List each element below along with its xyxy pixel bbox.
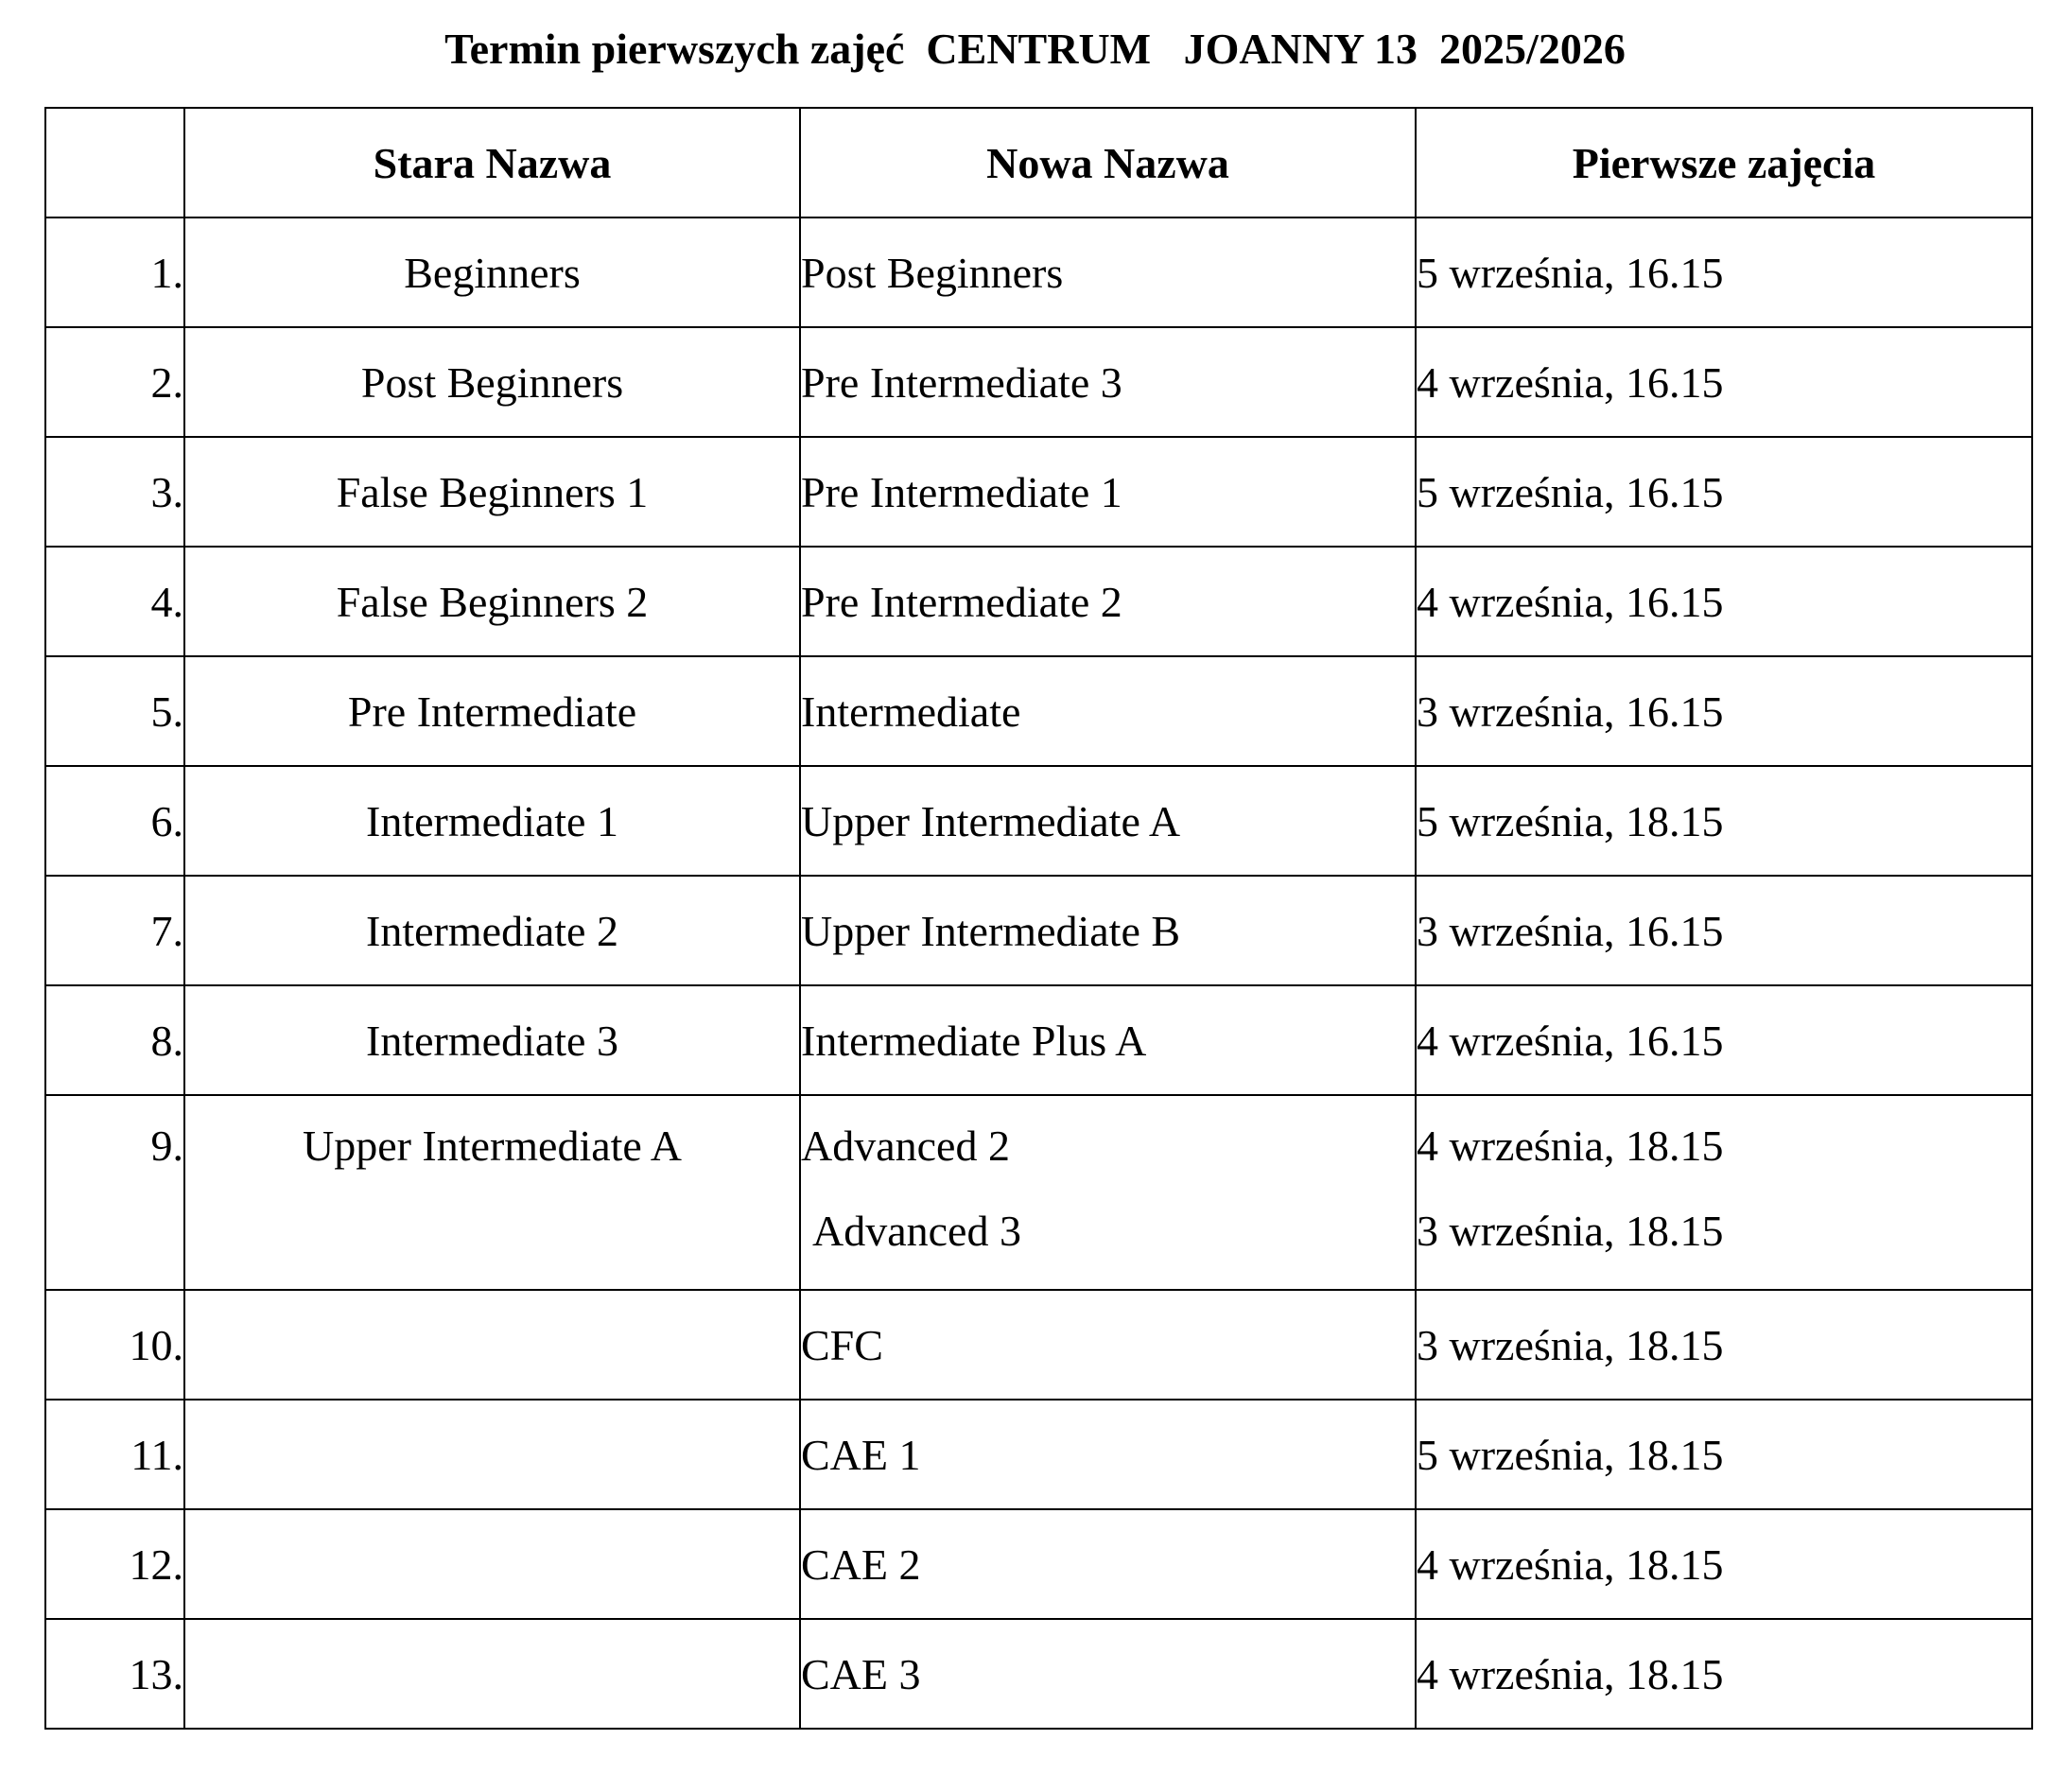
- row-number-text: 9.: [150, 1122, 183, 1170]
- table-row: [45, 327, 2032, 437]
- table-row: [45, 547, 2032, 656]
- old-name-cell: [184, 1290, 800, 1400]
- table-row: [45, 1509, 2032, 1619]
- table-row: [45, 1400, 2032, 1509]
- row-number: 3.: [45, 437, 184, 547]
- new-name-cell: Pre Intermediate 1: [800, 437, 1416, 547]
- row-number: 7.: [45, 876, 184, 985]
- first-class-cell: 4 września, 16.15: [1416, 985, 2032, 1095]
- old-name-cell: [184, 1509, 800, 1619]
- row-number: 11.: [45, 1400, 184, 1509]
- old-name-cell: Post Beginners: [184, 327, 800, 437]
- new-name-cell: Upper Intermediate B: [800, 876, 1416, 985]
- row-number: 8.: [45, 985, 184, 1095]
- new-name-cell: CAE 3: [800, 1619, 1416, 1729]
- first-class-text-2: 3 września, 18.15: [1417, 1207, 1724, 1255]
- first-class-cell: 3 września, 16.15: [1416, 656, 2032, 766]
- old-name-cell: False Beginners 2: [184, 547, 800, 656]
- old-name-cell: Intermediate 1: [184, 766, 800, 876]
- new-name-cell: Intermediate Plus A: [800, 985, 1416, 1095]
- old-name-cell: [184, 1400, 800, 1509]
- old-name-cell: [184, 1619, 800, 1729]
- new-name-text: Advanced 2: [801, 1122, 1010, 1170]
- new-name-cell: Post Beginners: [800, 217, 1416, 327]
- first-class-cell: 5 września, 16.15: [1416, 217, 2032, 327]
- header-number: [45, 108, 184, 217]
- header-new-name: Nowa Nazwa: [800, 108, 1416, 217]
- new-name-cell: Pre Intermediate 2: [800, 547, 1416, 656]
- old-name-cell: Intermediate 2: [184, 876, 800, 985]
- new-name-cell: CAE 1: [800, 1400, 1416, 1509]
- old-name-cell: [184, 1095, 800, 1290]
- header-old-name: Stara Nazwa: [184, 108, 800, 217]
- new-name-cell: Upper Intermediate A: [800, 766, 1416, 876]
- first-class-cell: 4 września, 18.15: [1416, 1619, 2032, 1729]
- page-title: Termin pierwszych zajęć CENTRUM JOANNY 13 2025/2026: [444, 25, 1626, 73]
- row-number: [45, 1095, 184, 1290]
- table-row: [45, 1095, 2032, 1290]
- table-row: [45, 217, 2032, 327]
- first-class-cell: 4 września, 18.15: [1416, 1509, 2032, 1619]
- first-class-cell: 3 września, 18.15: [1416, 1290, 2032, 1400]
- row-number: 13.: [45, 1619, 184, 1729]
- first-class-cell: 4 września, 16.15: [1416, 327, 2032, 437]
- schedule-table: [44, 107, 2033, 1730]
- row-number: 10.: [45, 1290, 184, 1400]
- table-row: [45, 656, 2032, 766]
- new-name-cell: [800, 1095, 1416, 1290]
- first-class-text: 4 września, 18.15: [1417, 1122, 1724, 1170]
- new-name-cell: CFC: [800, 1290, 1416, 1400]
- new-name-cell: Intermediate: [800, 656, 1416, 766]
- first-class-cell: 5 września, 18.15: [1416, 766, 2032, 876]
- old-name-text: Upper Intermediate A: [302, 1122, 683, 1170]
- row-number: 1.: [45, 217, 184, 327]
- table-row: [45, 876, 2032, 985]
- table-row: [45, 766, 2032, 876]
- table-row: [45, 985, 2032, 1095]
- old-name-cell: Pre Intermediate: [184, 656, 800, 766]
- row-number: 4.: [45, 547, 184, 656]
- row-number: 2.: [45, 327, 184, 437]
- new-name-cell: Pre Intermediate 3: [800, 327, 1416, 437]
- new-name-cell: CAE 2: [800, 1509, 1416, 1619]
- old-name-cell: Intermediate 3: [184, 985, 800, 1095]
- first-class-cell: 3 września, 16.15: [1416, 876, 2032, 985]
- old-name-cell: False Beginners 1: [184, 437, 800, 547]
- old-name-cell: Beginners: [184, 217, 800, 327]
- row-number: 6.: [45, 766, 184, 876]
- table-row: [45, 1619, 2032, 1729]
- first-class-cell: [1416, 1095, 2032, 1290]
- first-class-cell: 4 września, 16.15: [1416, 547, 2032, 656]
- first-class-cell: 5 września, 16.15: [1416, 437, 2032, 547]
- row-number: 12.: [45, 1509, 184, 1619]
- table-row: [45, 1290, 2032, 1400]
- table-header-row: [45, 108, 2032, 217]
- table-row: [45, 437, 2032, 547]
- header-first-class: Pierwsze zajęcia: [1416, 108, 2032, 217]
- row-number: 5.: [45, 656, 184, 766]
- first-class-cell: 5 września, 18.15: [1416, 1400, 2032, 1509]
- new-name-text-2: Advanced 3: [812, 1207, 1021, 1255]
